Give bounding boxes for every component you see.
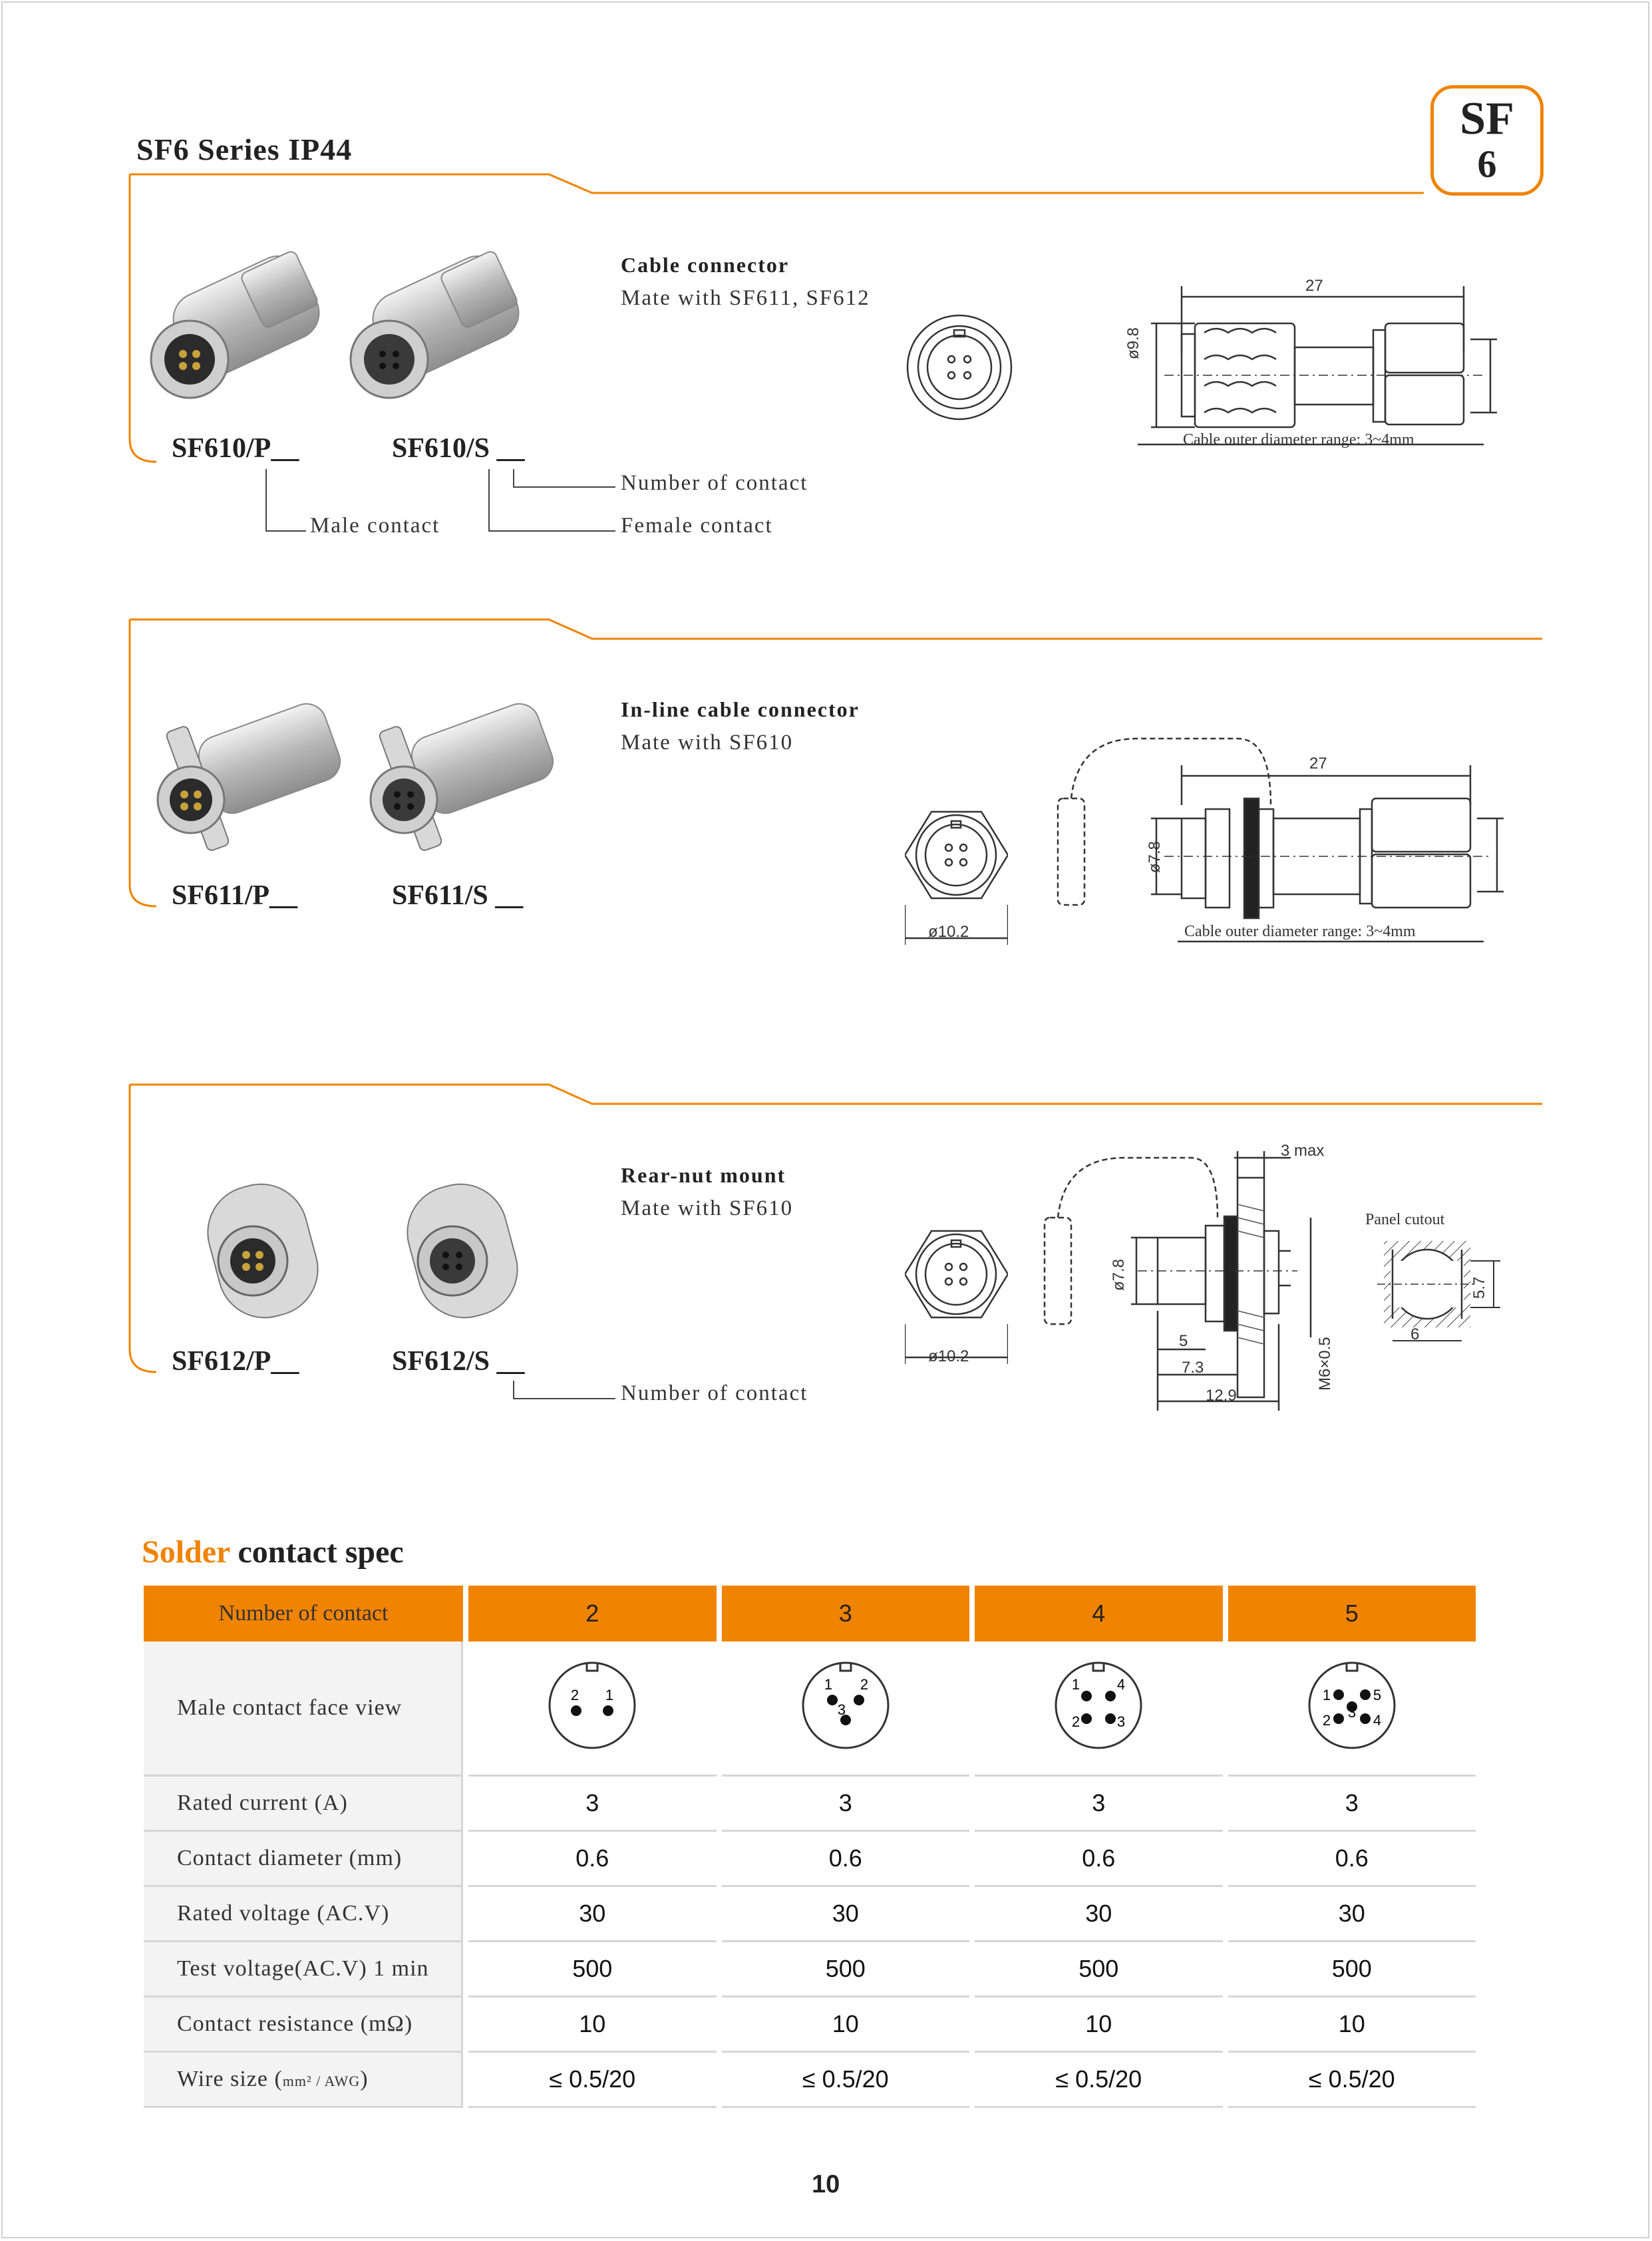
spec-header-col-2: 2 [468,1586,717,1641]
sf610-title: Cable connector [621,253,790,277]
spec-cell: 3 [468,1777,717,1832]
sf610-dim-diameter: ø9.8 [1124,327,1142,359]
pin-label: 1 [824,1675,832,1693]
spec-cell: 3 [975,1777,1223,1832]
sf611-p-model: SF611/P__ [172,880,298,911]
spec-cell: ≤ 0.5/20 [975,2053,1223,2108]
pin-label: 1 [1072,1675,1080,1693]
spec-cell: 500 [722,1942,970,1997]
pin-label: 2 [860,1675,868,1693]
sf610-number-callout: Number of contact [621,471,808,495]
spec-title [142,1534,404,1570]
pin-label: 2 [571,1686,579,1703]
panel-cutout-drawing [1371,1234,1510,1351]
spec-row-rated-voltage [144,1887,1476,1942]
spec-cell: 0.6 [468,1832,717,1887]
panel-dim-6: 6 [1410,1325,1420,1343]
pin-label: 4 [1117,1675,1126,1693]
spec-face-label: Male contact face view [144,1641,463,1777]
sf611-dim-face: ø10.2 [928,923,969,941]
sf612-dim-12-9: 12.9 [1206,1387,1237,1405]
pin-label: 4 [1373,1711,1381,1729]
spec-row-label: Contact diameter (mm) [144,1832,463,1887]
spec-cell: 30 [1228,1887,1476,1942]
spec-cell: 10 [722,1997,970,2053]
spec-cell: 30 [468,1887,717,1942]
pin-label: 3 [837,1701,846,1718]
sf612-dim-7-3: 7.3 [1182,1359,1204,1377]
spec-cell: ≤ 0.5/20 [1228,2053,1476,2108]
spec-cell: ≤ 0.5/20 [722,2053,970,2108]
face-view-3-pin [722,1641,970,1777]
spec-cell: 30 [975,1887,1223,1942]
spec-row-contact-resistance [144,1997,1476,2053]
pin-label: 1 [605,1686,614,1703]
face-view-5-pin [1228,1641,1476,1777]
sf611-title: In-line cable connector [621,697,860,721]
spec-header-label: Number of contact [144,1586,463,1641]
sf612-dim-face: ø10.2 [928,1347,969,1365]
sf610-male-callout: Male contact [310,514,440,538]
spec-cell: 500 [468,1942,717,1997]
pin-label: 3 [1117,1713,1126,1730]
spec-header-col-5: 5 [1228,1586,1476,1641]
sf610-mate: Mate with SF611, SF612 [621,286,870,310]
badge-line2: 6 [1477,142,1497,186]
sf611-cable-range: Cable outer diameter range: 3~4mm [1184,923,1416,940]
spec-face-row [144,1641,1476,1777]
sf612-s-model: SF612/S __ [392,1346,525,1377]
sf611-dim-length: 27 [1309,755,1327,773]
spec-row-label: Rated current (A) [144,1777,463,1832]
spec-cell: 500 [975,1942,1223,1997]
spec-cell: 0.6 [722,1832,970,1887]
spec-header-col-4: 4 [975,1586,1223,1641]
panel-dim-5-7: 5.7 [1470,1276,1488,1299]
face-view-3-pin-drawing [799,1659,892,1752]
sf612-face-view [905,1224,1008,1364]
spec-row-label-wire: Wire size (mm² / AWG) [144,2053,463,2108]
sf610-female-callout: Female contact [621,514,773,538]
spec-cell: 10 [975,1997,1223,2053]
spec-row-label: Rated voltage (AC.V) [144,1887,463,1942]
sf612-p-model: SF612/P__ [172,1346,299,1377]
sf612-number-callout: Number of contact [621,1381,808,1405]
pin-label: 2 [1322,1711,1331,1729]
sf611-dim-diameter: ø7.8 [1146,840,1164,873]
spec-cell: 3 [1228,1777,1476,1832]
spec-row-wire-size [144,2053,1476,2108]
spec-row-test-voltage [144,1942,1476,1997]
badge-line1: SF [1460,93,1514,144]
spec-header-col-3: 3 [722,1586,970,1641]
spec-row-rated-current [144,1777,1476,1832]
spec-title-highlight: Solder [142,1534,230,1570]
panel-cutout-label: Panel cutout [1365,1211,1445,1228]
spec-cell: 10 [1228,1997,1476,2053]
series-title: SF6 Series IP44 [136,132,353,166]
sf610-s-model: SF610/S __ [392,433,525,464]
sf612-mate: Mate with SF610 [621,1196,794,1220]
spec-header-row [144,1586,1476,1641]
sf612-dim-diameter: ø7.8 [1110,1258,1128,1291]
spec-cell: 0.6 [975,1832,1223,1887]
page-number: 10 [812,2170,840,2198]
spec-cell: ≤ 0.5/20 [468,2053,717,2108]
pin-label: 2 [1072,1713,1080,1730]
spec-cell: 10 [468,1997,717,2053]
solder-contact-spec-table [138,1586,1481,2108]
spec-row-label: Contact resistance (mΩ) [144,1997,463,2053]
sf612-dim-3max: 3 max [1281,1142,1325,1160]
spec-row-label: Test voltage(AC.V) 1 min [144,1942,463,1997]
sf612-dim-thread: M6×0.5 [1316,1337,1334,1391]
face-view-2-pin-drawing [546,1659,639,1752]
spec-title-rest: contact spec [230,1534,404,1570]
face-view-4-pin [975,1641,1223,1777]
pin-label: 1 [1322,1686,1331,1703]
sf610-p-model: SF610/P__ [172,433,299,464]
sf611-s-model: SF611/S __ [392,880,524,911]
spec-cell: 0.6 [1228,1832,1476,1887]
sf610-dim-length: 27 [1305,277,1323,295]
face-view-2-pin [468,1641,717,1777]
spec-cell: 3 [722,1777,970,1832]
sf610-cable-range: Cable outer diameter range: 3~4mm [1183,431,1414,448]
sf612-title: Rear-nut mount [621,1163,786,1187]
pin-label: 3 [1347,1703,1356,1721]
face-view-4-pin-drawing [1052,1659,1145,1752]
spec-cell: 30 [722,1887,970,1942]
sf612-dim-5: 5 [1179,1332,1188,1350]
spec-cell: 500 [1228,1942,1476,1997]
pin-label: 5 [1373,1686,1381,1703]
face-view-5-pin-drawing [1305,1659,1399,1752]
sf611-mate: Mate with SF610 [621,731,794,755]
spec-row-contact-diameter [144,1832,1476,1887]
